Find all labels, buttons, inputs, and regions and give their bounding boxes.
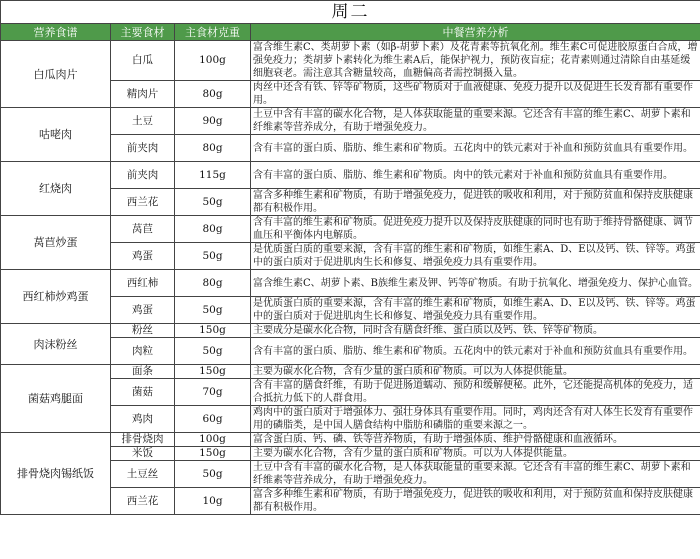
ingredient-cell: 前夹肉 — [111, 135, 175, 162]
analysis-cell: 主要成分是碳水化合物，同时含有膳食纤维、蛋白质以及钙、铁、锌等矿物质。 — [251, 324, 700, 338]
ingredient-cell: 莴苣 — [111, 216, 175, 243]
ingredient-cell: 精肉片 — [111, 81, 175, 108]
analysis-cell: 富含多种维生素和矿物质，有助于增强免疫力，促进铁的吸收和利用，对于预防贫血和保持皮肤健康都有积极作用。 — [251, 189, 700, 216]
weight-cell: 150g — [175, 324, 251, 338]
dish-name: 菌菇鸡腿面 — [1, 365, 111, 433]
ingredient-cell: 西红柿 — [111, 270, 175, 297]
weight-cell: 80g — [175, 270, 251, 297]
analysis-cell: 主要为碳水化合物，含有少量的蛋白质和矿物质。可以为人体提供能量。 — [251, 447, 700, 461]
header-row — [1, 24, 700, 41]
table-row — [1, 108, 700, 135]
analysis-cell: 富含维生素C、类胡萝卜素（如β-胡萝卜素）及花青素等抗氧化剂。维生素C可促进胶原蛋白合成，增强免疫力；类胡萝卜素转化为维生素A后，能保护视力，预防夜盲症；花青素则通过清除自由基延缓细胞衰老。需注意其含糖量较高，血糖偏高者需控制摄入量。 — [251, 41, 700, 81]
weight-cell: 115g — [175, 162, 251, 189]
ingredient-cell: 排骨烧肉 — [111, 433, 175, 447]
ingredient-cell: 鸡蛋 — [111, 243, 175, 270]
ingredient-cell: 粉丝 — [111, 324, 175, 338]
analysis-cell: 含有丰富的蛋白质、脂肪、维生素和矿物质。五花肉中的铁元素对于补血和预防贫血具有重要作用。 — [251, 338, 700, 365]
weight-cell: 50g — [175, 297, 251, 324]
weight-cell: 50g — [175, 461, 251, 488]
analysis-cell: 富含多种维生素和矿物质，有助于增强免疫力，促进铁的吸收和利用，对于预防贫血和保持皮肤健康都有积极作用。 — [251, 488, 700, 515]
header-analysis: 中餐营养分析 — [251, 24, 700, 41]
dish-name: 莴苣炒蛋 — [1, 216, 111, 270]
ingredient-cell: 土豆丝 — [111, 461, 175, 488]
weight-cell: 80g — [175, 135, 251, 162]
table-row — [1, 270, 700, 297]
ingredient-cell: 鸡肉 — [111, 406, 175, 433]
analysis-cell: 肉丝中还含有铁、锌等矿物质，这些矿物质对于血液健康、免疫力提升以及促进生长发育都有重要作用。 — [251, 81, 700, 108]
table-row — [1, 365, 700, 379]
weight-cell: 80g — [175, 216, 251, 243]
analysis-cell: 是优质蛋白质的重要来源，含有丰富的维生素和矿物质，如维生素A、D、E以及钙、铁、锌等。鸡蛋中的蛋白质对于促进肌肉生长和修复、增强免疫力具有重要作用。 — [251, 297, 700, 324]
ingredient-cell: 白瓜 — [111, 41, 175, 81]
analysis-cell: 含有丰富的蛋白质、脂肪、维生素和矿物质。肉中的铁元素对于补血和预防贫血具有重要作用。 — [251, 162, 700, 189]
weight-cell: 70g — [175, 379, 251, 406]
dish-name: 排骨烧肉锡纸饭 — [1, 433, 111, 515]
table-row — [1, 41, 700, 81]
weight-cell: 100g — [175, 41, 251, 81]
weight-cell: 80g — [175, 81, 251, 108]
dish-name: 咕咾肉 — [1, 108, 111, 162]
ingredient-cell: 土豆 — [111, 108, 175, 135]
ingredient-cell: 鸡蛋 — [111, 297, 175, 324]
ingredient-cell: 菌菇 — [111, 379, 175, 406]
weight-cell: 60g — [175, 406, 251, 433]
analysis-cell: 富含蛋白质、钙、磷、铁等营养物质，有助于增强体质、维护骨骼健康和血液循环。 — [251, 433, 700, 447]
dish-name: 红烧肉 — [1, 162, 111, 216]
weight-cell: 50g — [175, 189, 251, 216]
weight-cell: 90g — [175, 108, 251, 135]
analysis-cell: 含有丰富的维生素和矿物质。促进免疫力提升以及保持皮肤健康的同时也有助于维持骨骼健康、调节血压和平衡体内电解质。 — [251, 216, 700, 243]
weight-cell: 100g — [175, 433, 251, 447]
ingredient-cell: 肉粒 — [111, 338, 175, 365]
header-ingredient: 主要食材 — [111, 24, 175, 41]
ingredient-cell: 西兰花 — [111, 488, 175, 515]
dish-name: 白瓜肉片 — [1, 41, 111, 108]
dish-name: 肉沫粉丝 — [1, 324, 111, 365]
weight-cell: 50g — [175, 243, 251, 270]
header-weight: 主食材克重 — [175, 24, 251, 41]
analysis-cell: 含有丰富的膳食纤维，有助于促进肠道蠕动、预防和缓解便秘。此外，它还能提高机体的免疫力，适合抵抗力低下的人群食用。 — [251, 379, 700, 406]
analysis-cell: 鸡肉中的蛋白质对于增强体力、强壮身体具有重要作用。同时，鸡肉还含有对人体生长发育有重要作用的磷脂类，是中国人膳食结构中脂肪和磷脂的重要来源之一。 — [251, 406, 700, 433]
ingredient-cell: 前夹肉 — [111, 162, 175, 189]
page-title: 周二 — [1, 1, 700, 24]
analysis-cell: 含有丰富的蛋白质、脂肪、维生素和矿物质。五花肉中的铁元素对于补血和预防贫血具有重要作用。 — [251, 135, 700, 162]
dish-name: 西红柿炒鸡蛋 — [1, 270, 111, 324]
weight-cell: 150g — [175, 365, 251, 379]
table-row — [1, 324, 700, 338]
ingredient-cell: 米饭 — [111, 447, 175, 461]
ingredient-cell: 面条 — [111, 365, 175, 379]
weight-cell: 10g — [175, 488, 251, 515]
weight-cell: 150g — [175, 447, 251, 461]
header-recipe: 营养食谱 — [1, 24, 111, 41]
analysis-cell: 主要为碳水化合物，含有少量的蛋白质和矿物质。可以为人体提供能量。 — [251, 365, 700, 379]
ingredient-cell: 西兰花 — [111, 189, 175, 216]
table-row — [1, 433, 700, 447]
analysis-cell: 是优质蛋白质的重要来源，含有丰富的维生素和矿物质，如维生素A、D、E以及钙、铁、锌等。鸡蛋中的蛋白质对于促进肌肉生长和修复、增强免疫力具有重要作用。 — [251, 243, 700, 270]
analysis-cell: 富含维生素C、胡萝卜素、B族维生素及钾、钙等矿物质。有助于抗氧化、增强免疫力、保护心血管。 — [251, 270, 700, 297]
weight-cell: 50g — [175, 338, 251, 365]
table-row — [1, 216, 700, 243]
table-row — [1, 162, 700, 189]
analysis-cell: 土豆中含有丰富的碳水化合物，是人体获取能量的重要来源。它还含有丰富的维生素C、胡萝卜素和纤维素等营养成分，有助于增强免疫力。 — [251, 108, 700, 135]
analysis-cell: 土豆中含有丰富的碳水化合物，是人体获取能量的重要来源。它还含有丰富的维生素C、胡萝卜素和纤维素等营养成分，有助于增强免疫力。 — [251, 461, 700, 488]
